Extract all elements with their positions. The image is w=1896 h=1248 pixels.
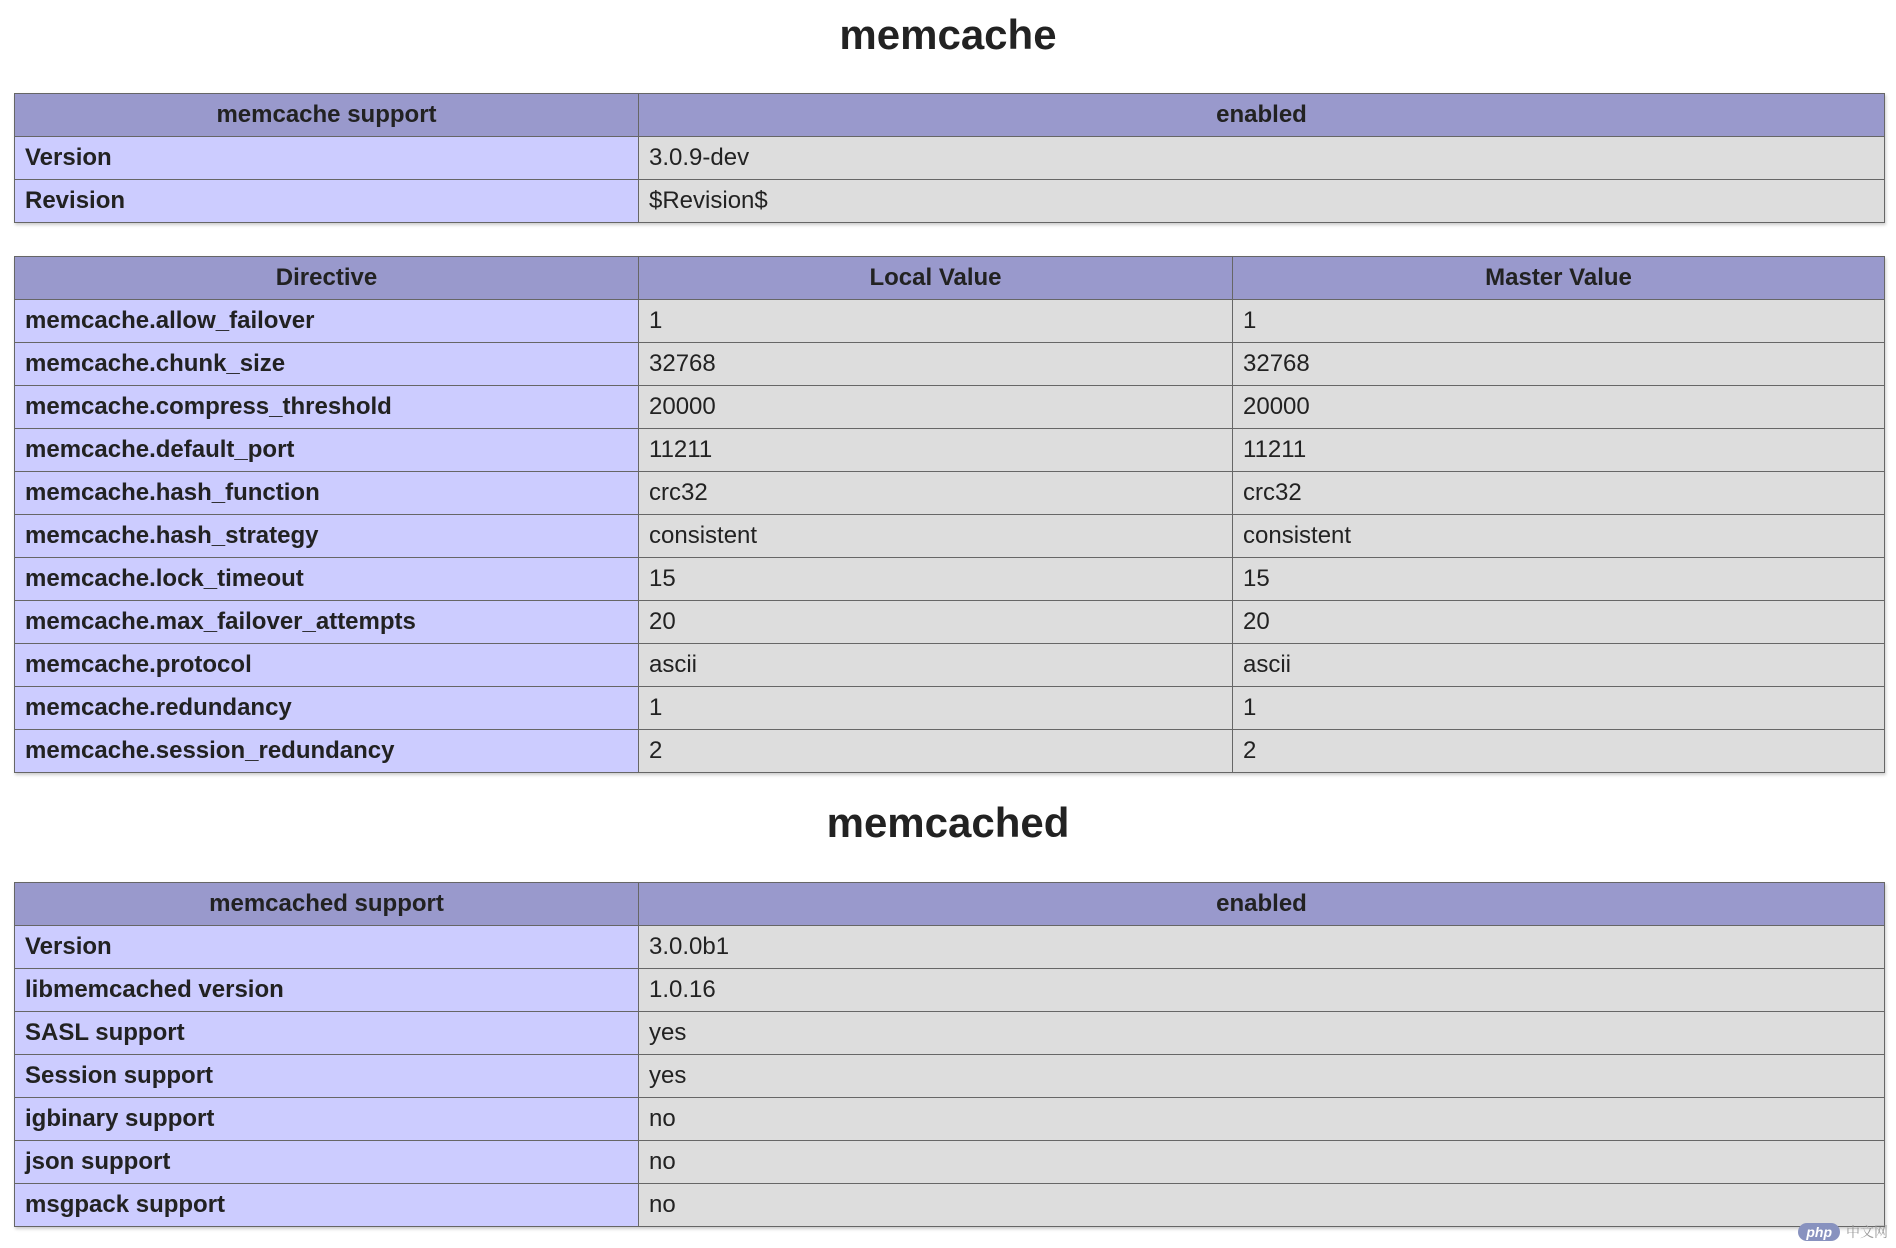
row-label: Version xyxy=(15,926,639,969)
table-header-row xyxy=(15,94,1885,137)
table-row xyxy=(15,730,1885,773)
table-row xyxy=(15,386,1885,429)
table-row xyxy=(15,429,1885,472)
watermark-text: 中文网 xyxy=(1846,1224,1888,1240)
header-cell: Master Value xyxy=(1233,257,1885,300)
local-value: 11211 xyxy=(639,429,1233,472)
memcache-directives-table xyxy=(14,256,1885,773)
table-row xyxy=(15,1141,1885,1184)
local-value: 2 xyxy=(639,730,1233,773)
directive-name: memcache.chunk_size xyxy=(15,343,639,386)
row-label: libmemcached version xyxy=(15,969,639,1012)
row-value: 1.0.16 xyxy=(639,969,1885,1012)
master-value: 20 xyxy=(1233,601,1885,644)
local-value: crc32 xyxy=(639,472,1233,515)
site-watermark xyxy=(1798,1222,1888,1242)
master-value: crc32 xyxy=(1233,472,1885,515)
row-label: Revision xyxy=(15,180,639,223)
table-row xyxy=(15,343,1885,386)
row-label: msgpack support xyxy=(15,1184,639,1227)
table-row xyxy=(15,969,1885,1012)
master-value: 15 xyxy=(1233,558,1885,601)
table-row xyxy=(15,926,1885,969)
directive-name: memcache.compress_threshold xyxy=(15,386,639,429)
table-header-row xyxy=(15,257,1885,300)
header-cell: Local Value xyxy=(639,257,1233,300)
row-value: no xyxy=(639,1098,1885,1141)
directive-name: memcache.hash_function xyxy=(15,472,639,515)
directive-name: memcache.hash_strategy xyxy=(15,515,639,558)
row-value: yes xyxy=(639,1055,1885,1098)
master-value: 2 xyxy=(1233,730,1885,773)
table-row xyxy=(15,300,1885,343)
header-cell: memcached support xyxy=(15,883,639,926)
directive-name: memcache.redundancy xyxy=(15,687,639,730)
row-label: json support xyxy=(15,1141,639,1184)
table-row xyxy=(15,644,1885,687)
directive-name: memcache.session_redundancy xyxy=(15,730,639,773)
local-value: consistent xyxy=(639,515,1233,558)
header-cell: enabled xyxy=(639,94,1885,137)
table-row xyxy=(15,1055,1885,1098)
row-value: yes xyxy=(639,1012,1885,1055)
directive-name: memcache.allow_failover xyxy=(15,300,639,343)
table-row xyxy=(15,601,1885,644)
php-logo: php xyxy=(1798,1223,1840,1241)
master-value: 1 xyxy=(1233,687,1885,730)
row-label: Session support xyxy=(15,1055,639,1098)
master-value: 32768 xyxy=(1233,343,1885,386)
table-row xyxy=(15,180,1885,223)
table-row xyxy=(15,515,1885,558)
local-value: 20000 xyxy=(639,386,1233,429)
table-row xyxy=(15,472,1885,515)
local-value: 32768 xyxy=(639,343,1233,386)
table-row xyxy=(15,1012,1885,1055)
memcache-title: memcache xyxy=(839,11,1057,58)
row-value: no xyxy=(639,1141,1885,1184)
master-value: 11211 xyxy=(1233,429,1885,472)
master-value: ascii xyxy=(1233,644,1885,687)
header-cell: Directive xyxy=(15,257,639,300)
row-label: igbinary support xyxy=(15,1098,639,1141)
local-value: 15 xyxy=(639,558,1233,601)
memcached-title: memcached xyxy=(826,799,1070,846)
directive-name: memcache.default_port xyxy=(15,429,639,472)
table-row xyxy=(15,137,1885,180)
table-row xyxy=(15,558,1885,601)
row-value: 3.0.9-dev xyxy=(639,137,1885,180)
table-row xyxy=(15,687,1885,730)
memcache-support-table xyxy=(14,93,1885,223)
local-value: 1 xyxy=(639,300,1233,343)
local-value: ascii xyxy=(639,644,1233,687)
master-value: 1 xyxy=(1233,300,1885,343)
header-cell: memcache support xyxy=(15,94,639,137)
local-value: 1 xyxy=(639,687,1233,730)
table-row xyxy=(15,1098,1885,1141)
row-value: $Revision$ xyxy=(639,180,1885,223)
master-value: consistent xyxy=(1233,515,1885,558)
directive-name: memcache.protocol xyxy=(15,644,639,687)
row-label: Version xyxy=(15,137,639,180)
row-value: no xyxy=(639,1184,1885,1227)
row-label: SASL support xyxy=(15,1012,639,1055)
local-value: 20 xyxy=(639,601,1233,644)
row-value: 3.0.0b1 xyxy=(639,926,1885,969)
table-header-row xyxy=(15,883,1885,926)
master-value: 20000 xyxy=(1233,386,1885,429)
header-cell: enabled xyxy=(639,883,1885,926)
memcached-support-table xyxy=(14,882,1885,1227)
directive-name: memcache.lock_timeout xyxy=(15,558,639,601)
table-row xyxy=(15,1184,1885,1227)
directive-name: memcache.max_failover_attempts xyxy=(15,601,639,644)
